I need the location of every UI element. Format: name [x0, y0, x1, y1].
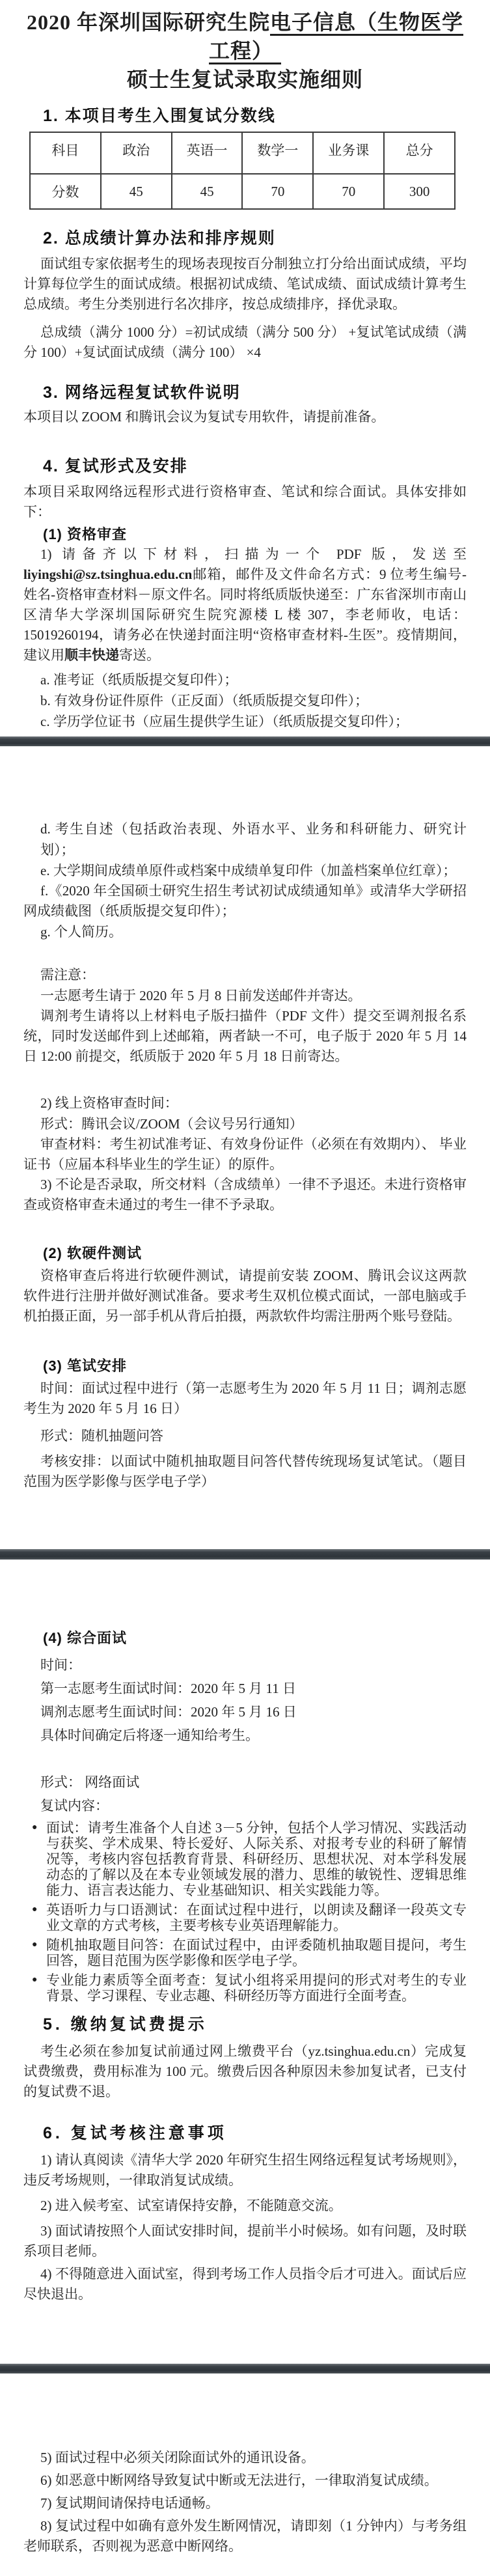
title-plain-part: 2020 年深圳国际研究生院 — [26, 10, 270, 34]
table-cell: 45 — [101, 174, 172, 209]
score-table — [29, 132, 456, 210]
exam-note-1: 1) 请认真阅读《清华大学 2020 年研究生招生网络远程复试考场规则》，违反考场规则，一律取消复试成绩。 — [23, 2152, 467, 2188]
exam-note-8: 8) 复试过程中如确有意外发生断网情况，请即刻（1 分钟内）与考务组老师联系，否则视为恶意中断网络。 — [23, 2518, 467, 2554]
interview-content-label: 复试内容： — [40, 1798, 109, 1813]
table-cell: 45 — [172, 174, 243, 209]
paragraph-written-time: 时间：面试过程中进行（第一志愿考生为 2020 年 5 月 11 日；调剂志愿考生为 2020 年 5 月 16 日） — [23, 1380, 467, 1416]
paragraph-fee: 考生必须在参加复试前通过网上缴费平台（yz.tsinghua.edu.cn）完成复试费缴费，费用标准为 100 元。缴费后因各种原因未参加复试者，已支付的复试费不退。 — [23, 2043, 467, 2099]
list-item-d: d. 考生自述（包括政治表现、外语水平、业务和科研能力、研究计划）； — [40, 821, 467, 858]
bullet-item — [32, 1972, 467, 2004]
page-3 — [0, 1560, 490, 2364]
table-cell: 70 — [313, 174, 384, 209]
paragraph-score-calc: 面试组专家依据考生的现场表现按百分制独立打分给出面试成绩，平均计算每位学生的面试成绩。根据初试成绩、笔试成绩、面试成绩计算考生总成绩。考生分类别进行名次排序，按总成绩排序，择优录取。 — [23, 256, 467, 312]
exam-note-5: 5) 面试过程中必须关闭除面试外的通讯设备。 — [40, 2450, 315, 2465]
section-heading-6: 6. 复试考核注意事项 — [43, 2124, 227, 2142]
bullet-item — [32, 1937, 467, 1968]
list-item-g: g. 个人简历。 — [40, 924, 122, 940]
bullet-text-english-test: 英语听力与口语测试：在面试过程中进行，以朗读及翻译一段英文专业文章的方式考核，主要考核专业英语理解能力。 — [46, 1902, 467, 1933]
score-table-data-row — [30, 174, 455, 209]
score-table-header-row — [30, 132, 455, 174]
bullet-icon: ● — [32, 1940, 38, 1950]
paragraph-first-choice-deadline: 一志愿考生请于 2020 年 5 月 8 日前发送邮件并寄达。 — [40, 988, 362, 1003]
section-heading-1: 1. 本项目考生入围复试分数线 — [43, 107, 276, 125]
text-run: 邮箱，邮件及文件命名方式：9 位考生编号-姓名-资格审查材料－原文件名。同时将纸质版快递至：广东省深圳市南山区清华大学深圳国际研究生院究源楼 L 楼 307，李老师收，电话：15019260194，请务必在快递封面注明“资格审查材料-生医”。疫情期间，建议用 — [23, 567, 467, 663]
paragraph-hardware-test: 资格审查后将进行软硬件测试，请提前安装 ZOOM、腾讯会议这两款软件进行注册并做好测试准备。要求考生双机位模式面试，一部电脑或手机拍摄正面，另一部手机从背后拍摄，两款软件均需注册两个账号登陆。 — [23, 1268, 467, 1324]
table-cell: 分数 — [30, 174, 101, 209]
page-separator — [0, 736, 490, 746]
page-separator — [0, 2364, 490, 2373]
table-header-cell: 科目 — [30, 132, 101, 174]
table-header-cell: 数学一 — [242, 132, 313, 174]
exam-note-7: 7) 复试期间请保持电话通畅。 — [40, 2495, 219, 2511]
doc-title-line-1 — [23, 8, 467, 65]
section-heading-5: 5. 缴纳复试费提示 — [43, 2015, 208, 2034]
subsection-heading-hardware-test: (2) 软硬件测试 — [43, 1245, 143, 1261]
paragraph-adjustment-deadline: 调剂考生请将以上材料电子版扫描件（PDF 文件）提交至调剂报名系统，同时发送邮件到上述邮箱，两者缺一不可，电子版于 2020 年 5 月 14 日 12:00 前提交，纸质版于 2020 年 5 月 18 日前寄达。 — [23, 1008, 467, 1064]
list-item-c: c. 学历学位证书（应届生提供学生证）（纸质版提交复印件）； — [40, 714, 409, 729]
paragraph-qualification-materials — [23, 544, 467, 665]
interview-form: 形式： 网络面试 — [40, 1774, 140, 1790]
interview-time-notice: 具体时间确定后将逐一通知给考生。 — [40, 1728, 259, 1743]
bullet-icon: ● — [32, 1905, 38, 1914]
note-label: 需注意： — [40, 967, 95, 983]
exam-note-2: 2) 进入候考室、试室请保持安静，不能随意交流。 — [40, 2198, 342, 2213]
table-header-cell: 英语一 — [172, 132, 243, 174]
exam-note-6: 6) 如恶意中断网络导致复试中断或无法进行，一律取消复试成绩。 — [40, 2472, 438, 2488]
bullet-item — [32, 1902, 467, 1933]
paragraph-written-assessment: 考核安排：以面试中随机抽取题目问答代替传统现场复试笔试。（题目范围为医学影像与医学电子学） — [23, 1453, 467, 1489]
table-cell: 300 — [384, 174, 455, 209]
interview-time-adjustment: 调剂志愿考生面试时间：2020 年 5 月 16 日 — [40, 1704, 297, 1720]
list-item-f: f.《2020 年全国硕士研究生招生考试初试成绩通知单》或清华大学研招网成绩截图（纸质版提交复印件）； — [23, 883, 467, 919]
bullet-text-random-question: 随机抽取题目问答：在面试过程中，由评委随机抽取题目提问，考生回答，题目范围为医学影像和医学电子学。 — [46, 1937, 467, 1968]
bullet-item — [32, 1820, 467, 1898]
list-item-b: b. 有效身份证件原件（正反面）（纸质版提交复印件）； — [40, 693, 368, 708]
exam-note-4: 4) 不得随意进入面试室，得到考场工作人员指令后才可进入。面试后应尽快退出。 — [23, 2266, 467, 2302]
exam-note-3: 3) 面试请按照个人面试安排时间，提前半小时候场。如有问题，及时联系项目老师。 — [23, 2223, 467, 2259]
paragraph-written-form: 形式：随机抽题问答 — [40, 1428, 163, 1444]
page-separator — [0, 1549, 490, 1560]
title-underlined-part: 电子信息（生物医学工程） — [209, 10, 463, 64]
list-item-e: e. 大学期间成绩单原件或档案中成绩单复印件（加盖档案单位红章）； — [40, 863, 457, 878]
paragraph-arrangement-intro: 本项目采取网络远程形式进行资格审查、笔试和综合面试。具体安排如下： — [23, 484, 467, 520]
bullet-text-interview: 面试：请考生准备个人自述 3－5 分钟，包括个人学习情况、实践活动与获奖、学术成果、特长爱好、人际关系、对报考专业的科研了解情况等，考核内容包括教育背景、科研经历、思想状况、对本学科发展动态的了解以及在本专业领域发展的潜力、思维的敏锐性、逻辑思维能力、语言表达能力、专业基础知识、相关实践能力等。 — [46, 1820, 467, 1898]
paragraph-online-check-time: 2) 线上资格审查时间： — [40, 1095, 178, 1111]
bold-express-name: 顺丰快递 — [64, 648, 119, 663]
text-run: 1) 请备齐以下材料，扫描为一个 PDF 版，发送至 — [40, 546, 467, 562]
bullet-icon: ● — [32, 1823, 38, 1832]
page-1 — [0, 0, 490, 736]
subsection-heading-interview: (4) 综合面试 — [43, 1630, 128, 1646]
table-header-cell: 政治 — [101, 132, 172, 174]
subsection-heading-written-test: (3) 笔试安排 — [43, 1358, 128, 1374]
subsection-heading-qualification: (1) 资格审查 — [43, 526, 128, 542]
page-2 — [0, 746, 490, 1549]
list-item-a: a. 准考证（纸质版提交复印件）； — [40, 672, 238, 688]
paragraph-score-formula: 总成绩（满分 1000 分）=初试成绩（满分 500 分） +复试笔试成绩（满分 100）+复试面试成绩（满分 100） ×4 — [23, 324, 467, 360]
doc-title-line-2: 硕士生复试录取实施细则 — [126, 68, 363, 91]
interview-time-label: 时间： — [40, 1657, 81, 1673]
paragraph-no-return: 3) 不论是否录取，所交材料（含成绩单）一律不予退还。未进行资格审查或资格审查未通过的考生一律不予录取。 — [23, 1177, 467, 1212]
section-heading-4: 4. 复试形式及安排 — [43, 457, 188, 475]
interview-time-first-choice: 第一志愿考生面试时间：2020 年 5 月 11 日 — [40, 1681, 296, 1696]
text-run: 寄送。 — [119, 647, 160, 663]
email-address: liyingshi@sz.tsinghua.edu.cn — [23, 567, 193, 582]
section-heading-2: 2. 总成绩计算办法和排序规则 — [43, 229, 276, 247]
paragraph-software: 本项目以 ZOOM 和腾讯会议为复试专用软件，请提前准备。 — [23, 409, 385, 425]
paragraph-check-form: 形式：腾讯会议/ZOOM（会议号另行通知） — [40, 1116, 303, 1132]
bullet-icon: ● — [32, 1975, 38, 1985]
bullet-text-overall-review: 专业能力素质等全面考查：复试小组将采用提问的形式对考生的专业背景、学习课程、专业志趣、科研经历等方面进行全面考查。 — [46, 1972, 467, 2004]
section-heading-3: 3. 网络远程复试软件说明 — [43, 384, 241, 402]
table-header-cell: 总分 — [384, 132, 455, 174]
table-header-cell: 业务课 — [313, 132, 384, 174]
table-cell: 70 — [242, 174, 313, 209]
page-4 — [0, 2373, 490, 2576]
paragraph-check-materials: 审查材料：考生初试准考证、有效身份证件（必须在有效期内）、 毕业证书（应届本科毕业生的学生证）的原件。 — [23, 1136, 467, 1172]
